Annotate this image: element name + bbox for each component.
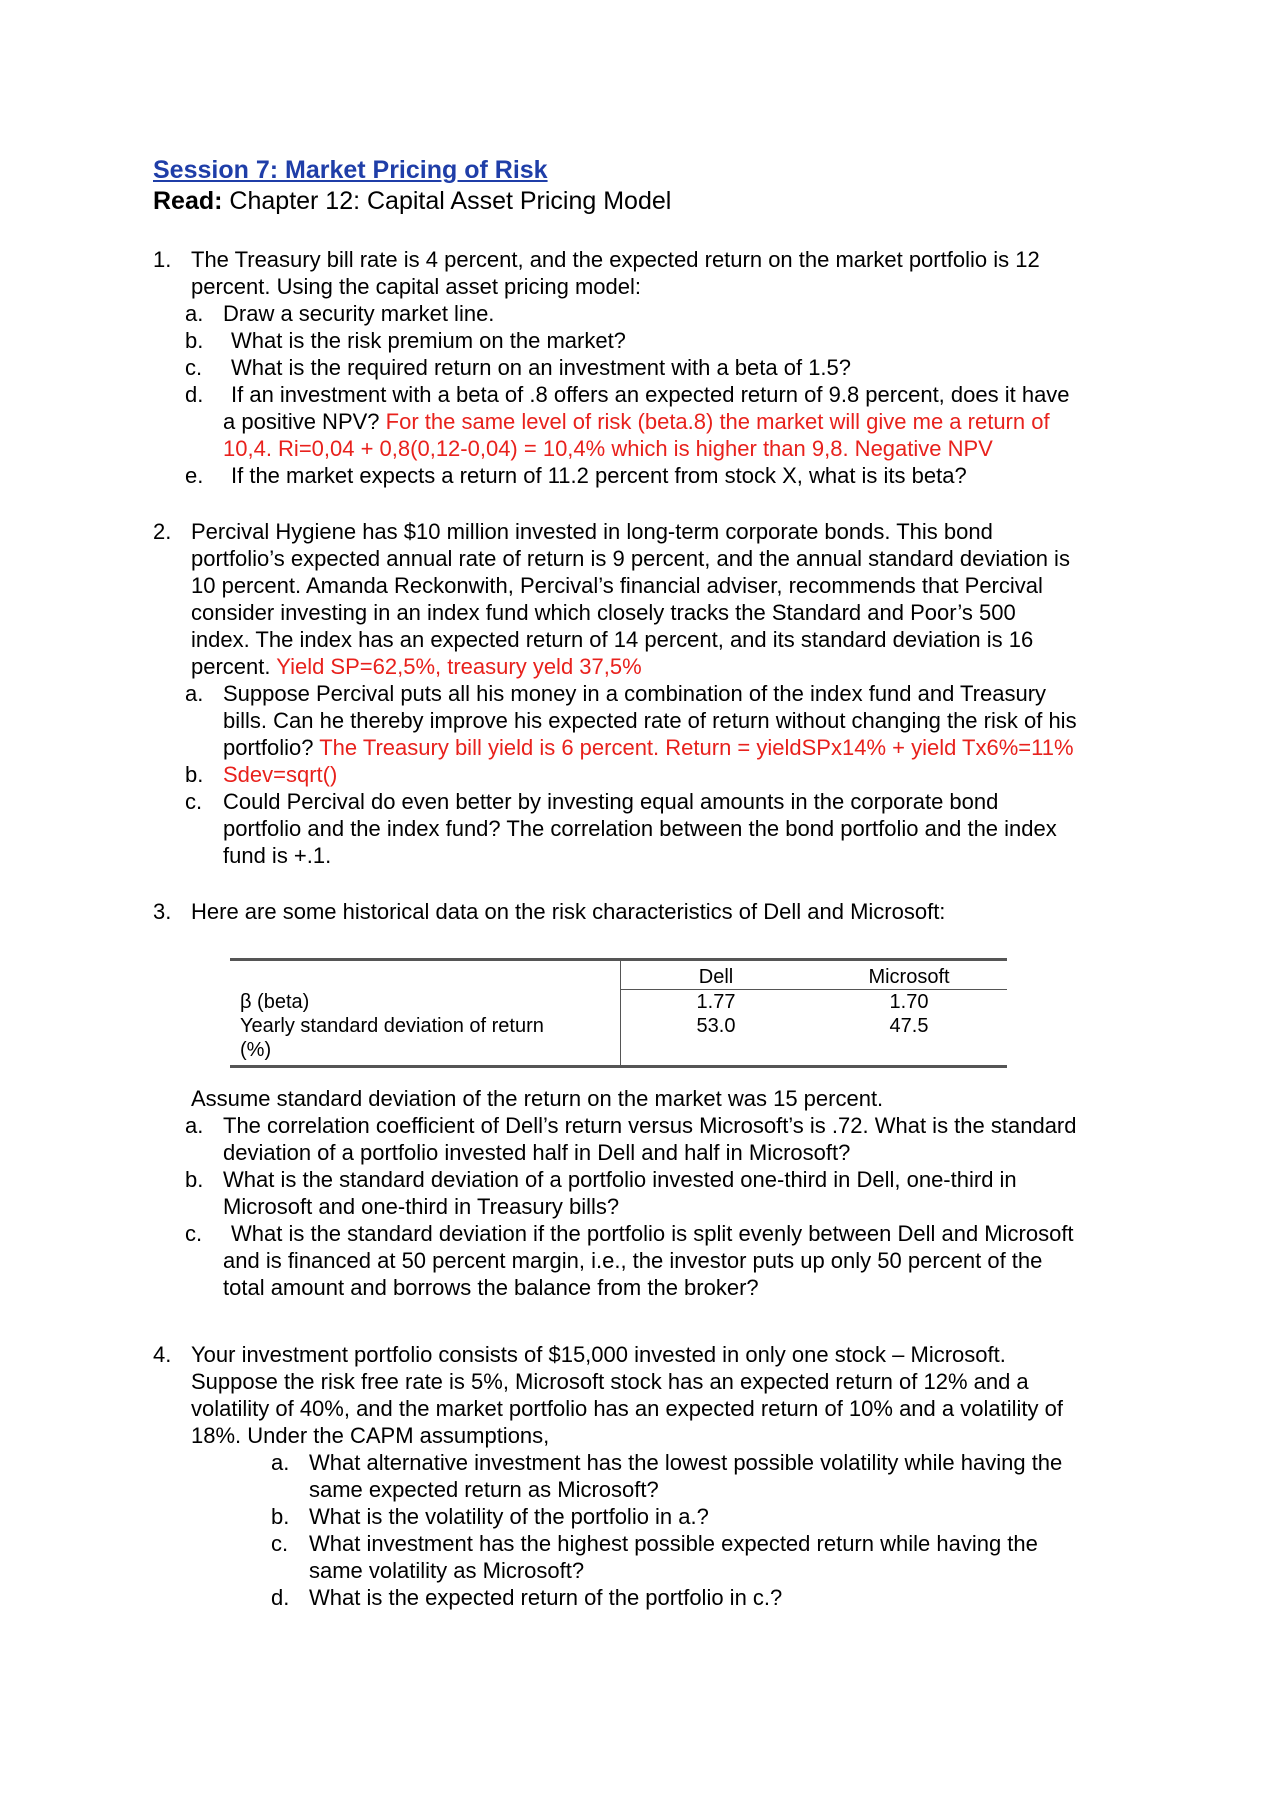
item-text: What alternative investment has the lowest possible volatility while having the [309, 1450, 1063, 1475]
question-number: 4. [153, 1342, 172, 1367]
item-label: a. [185, 681, 204, 706]
item-label: b. [185, 328, 204, 353]
item-label: a. [185, 1113, 204, 1138]
item-text: Could Percival do even better by investing equal amounts in the corporate bond [223, 789, 999, 814]
table-cell: 1.77 [696, 991, 736, 1013]
item-text: portfolio and the index fund? The correlation between the bond portfolio and the index [223, 816, 1057, 841]
table-cell: 1.70 [889, 991, 929, 1013]
handwritten-answer: The Treasury bill yield is 6 percent. Return = yieldSPx14% + yield Tx6%=11% [319, 735, 1074, 760]
item-text: Microsoft and one-third in Treasury bills? [223, 1194, 620, 1219]
item-text: What is the expected return of the portfolio in c.? [309, 1585, 783, 1610]
item-text: same expected return as Microsoft? [309, 1477, 659, 1502]
question-text: portfolio’s expected annual rate of return is 9 percent, and the annual standard deviation is [191, 546, 1070, 571]
question-text: Percival Hygiene has $10 million invested in long-term corporate bonds. This bond [191, 519, 993, 544]
table-cell: 53.0 [696, 1015, 736, 1037]
question-number: 3. [153, 899, 172, 924]
item-label: c. [271, 1531, 289, 1556]
item-text: If an investment with a beta of .8 offers an expected return of 9.8 percent, does it have [231, 382, 1070, 407]
question-text: Suppose the risk free rate is 5%, Microsoft stock has an expected return of 12% and a [191, 1369, 1029, 1394]
question-3 [153, 898, 1163, 925]
item-label: a. [185, 301, 204, 326]
item-label: d. [185, 382, 204, 407]
item-text: What is the standard deviation if the portfolio is split evenly between Dell and Microsoft [231, 1221, 1074, 1246]
question-text: Your investment portfolio consists of $15,000 invested in only one stock – Microsoft. [191, 1342, 1006, 1367]
item-text: What investment has the highest possible expected return while having the [309, 1531, 1038, 1556]
item-text: If the market expects a return of 11.2 percent from stock X, what is its beta? [231, 463, 967, 488]
question-text: The Treasury bill rate is 4 percent, and the expected return on the market portfolio is 12 [191, 247, 1040, 272]
question-3-parts [153, 1085, 1163, 1301]
item-label: d. [271, 1585, 290, 1610]
question-text: index. The index has an expected return of 14 percent, and its standard deviation is 16 [191, 627, 1034, 652]
item-label: a. [271, 1450, 290, 1475]
read-text: Chapter 12: Capital Asset Pricing Model [229, 187, 672, 215]
item-label: e. [185, 463, 204, 488]
row-label: Yearly standard deviation of return [240, 1015, 544, 1037]
handwritten-answer: Yield SP=62,5%, treasury yeld 37,5% [276, 654, 642, 679]
item-text: same volatility as Microsoft? [309, 1558, 585, 1583]
item-text: Suppose Percival puts all his money in a combination of the index fund and Treasury [223, 681, 1047, 706]
item-text: portfolio? [223, 735, 314, 760]
question-2 [153, 518, 1163, 869]
table-header-row [230, 960, 1007, 990]
question-number: 1. [153, 247, 172, 272]
question-4 [153, 1341, 1163, 1611]
item-text: and is financed at 50 percent margin, i.e., the investor puts up only 50 percent of the [223, 1248, 1043, 1273]
table-cell [230, 1014, 621, 1067]
question-text: consider investing in an index fund which closely tracks the Standard and Poor’s 500 [191, 600, 1016, 625]
table-cell: β (beta) [230, 990, 621, 1015]
handwritten-answer: Sdev=sqrt() [223, 762, 338, 787]
reading-assignment [153, 186, 671, 216]
question-text: 18%. Under the CAPM assumptions, [191, 1423, 550, 1448]
item-label: c. [185, 1221, 203, 1246]
item-text: What is the risk premium on the market? [231, 328, 626, 353]
item-text: Draw a security market line. [223, 301, 495, 326]
item-text: What is the standard deviation of a portfolio invested one-third in Dell, one-third in [223, 1167, 1017, 1192]
item-text: deviation of a portfolio invested half in Dell and half in Microsoft? [223, 1140, 851, 1165]
table-row [230, 990, 1007, 1015]
item-text: The correlation coefficient of Dell’s return versus Microsoft’s is .72. What is the standard [223, 1113, 1077, 1138]
question-text: volatility of 40%, and the market portfolio has an expected return of 10% and a volatility of [191, 1396, 1063, 1421]
item-text: What is the volatility of the portfolio in a.? [309, 1504, 709, 1529]
question-text: Here are some historical data on the risk characteristics of Dell and Microsoft: [191, 899, 946, 924]
table-header-cell [230, 960, 621, 990]
risk-data-table [230, 958, 1007, 1068]
item-label: b. [271, 1504, 290, 1529]
table-header-cell: Microsoft [811, 960, 1007, 990]
item-text: fund is +.1. [223, 843, 332, 868]
question-1 [153, 246, 1163, 489]
table-row [230, 1014, 1007, 1067]
session-title[interactable]: Session 7: Market Pricing of Risk [153, 156, 548, 184]
handwritten-answer: 10,4. Ri=0,04 + 0,8(0,12-0,04) = 10,4% which is higher than 9,8. Negative NPV [223, 436, 993, 461]
table-cell: 47.5 [889, 1015, 929, 1037]
item-text: bills. Can he thereby improve his expected rate of return without changing the risk of his [223, 708, 1077, 733]
handwritten-answer: For the same level of risk (beta.8) the market will give me a return of [385, 409, 1050, 434]
item-label: b. [185, 762, 204, 787]
row-label: (%) [240, 1039, 272, 1061]
question-text: percent. [191, 654, 271, 679]
table-header-cell: Dell [621, 960, 812, 990]
item-label: c. [185, 355, 203, 380]
question-text: percent. Using the capital asset pricing model: [191, 274, 642, 299]
item-label: c. [185, 789, 203, 814]
item-text: total amount and borrows the balance from the broker? [223, 1275, 759, 1300]
question-text: 10 percent. Amanda Reckonwith, Percival’s financial adviser, recommends that Percival [191, 573, 1043, 598]
question-text: Assume standard deviation of the return on the market was 15 percent. [191, 1086, 884, 1111]
question-number: 2. [153, 519, 172, 544]
item-text: What is the required return on an investment with a beta of 1.5? [231, 355, 852, 380]
item-label: b. [185, 1167, 204, 1192]
read-label: Read: [153, 187, 223, 215]
item-text: a positive NPV? [223, 409, 380, 434]
